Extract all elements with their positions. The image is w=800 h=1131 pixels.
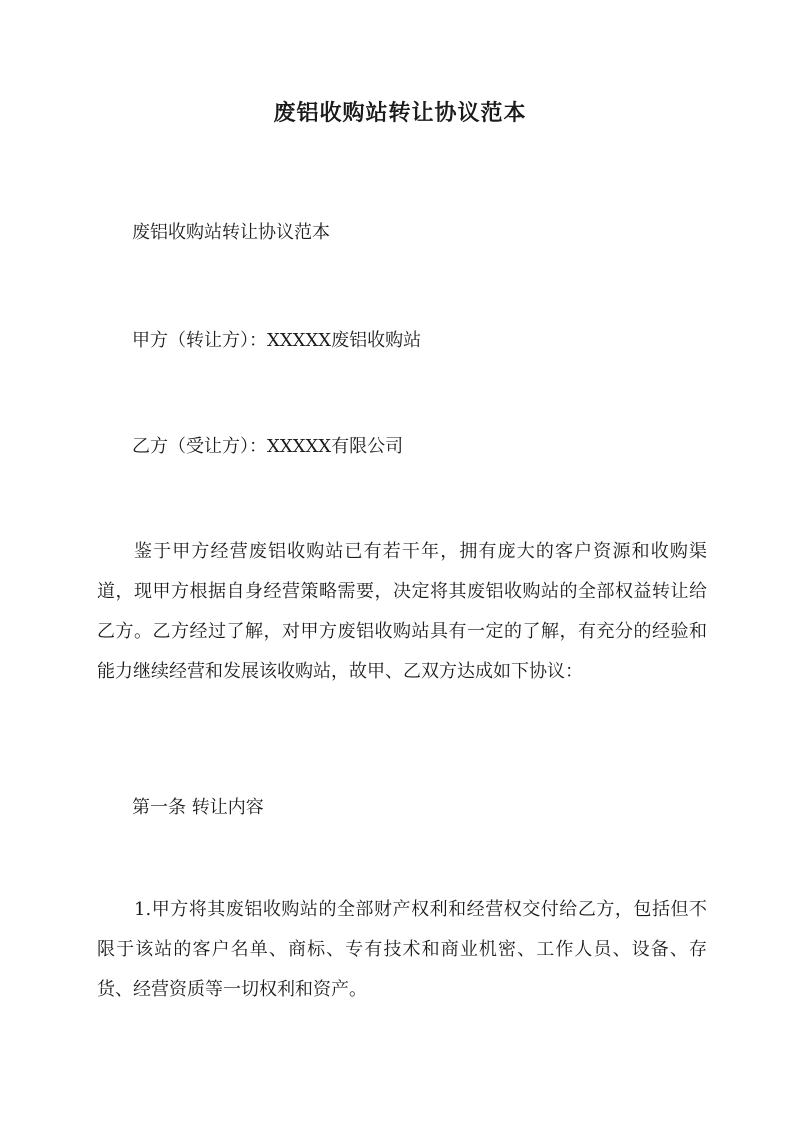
preamble-paragraph: 鉴于甲方经营废铝收购站已有若干年，拥有庞大的客户资源和收购渠道，现甲方根据自身经营策略需要，决定将其废铝收购站的全部权益转让给乙方。乙方经过了解，对甲方废铝收购站具有一定的了解，有充分的经验和能力继续经营和发展该收购站，故甲、乙双方达成如下协议： — [97, 541, 707, 682]
party-a-line: 甲方（转让方）：XXXXX废铝收购站 — [132, 330, 422, 351]
article-1-heading: 第一条 转让内容 — [132, 797, 264, 818]
document-subtitle: 废铝收购站转让协议范本 — [132, 222, 330, 243]
article-1-clause-1: 1.甲方将其废铝收购站的全部财产权利和经营权交付给乙方，包括但不限于该站的客户名单、商标、专有技术和商业机密、工作人员、设备、存货、经营资质等一切权利和资产。 — [97, 899, 707, 1000]
document-title: 废铝收购站转让协议范本 — [273, 100, 527, 126]
party-b-line: 乙方（受让方）：XXXXX有限公司 — [132, 436, 404, 457]
